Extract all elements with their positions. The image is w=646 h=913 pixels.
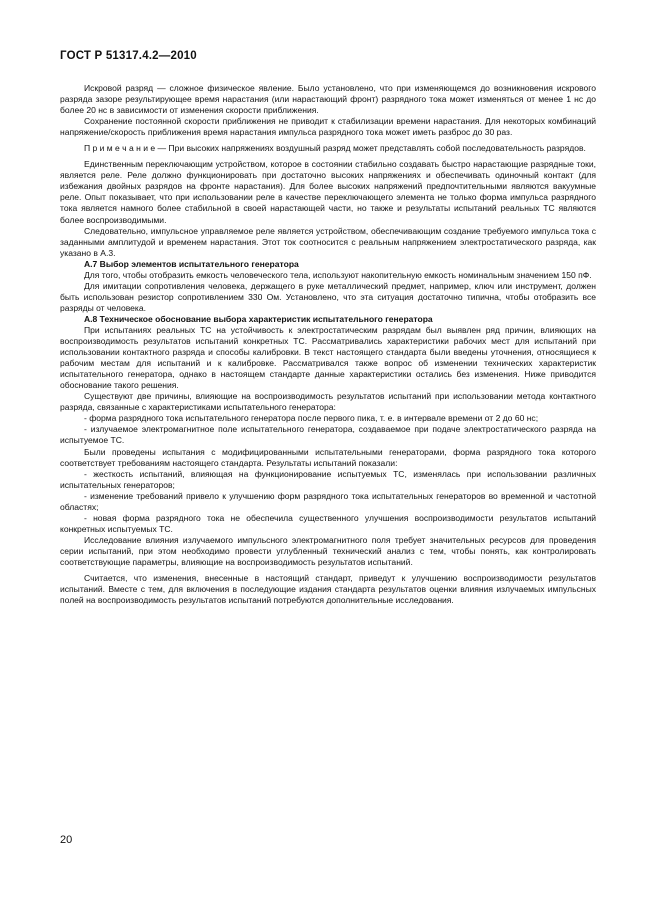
note-paragraph: П р и м е ч а н и е — При высоких напряжениях воздушный разряд может представлять собой последовательность разрядов. bbox=[84, 143, 586, 154]
paragraph: Для имитации сопротивления человека, держащего в руке металлический предмет, например, ключ или инструмент, должен быть использован резистор сопротивлением 330 Ом. Установлено, что эта ситуация достаточно типична, чтобы отобразить все разряды от человека. bbox=[60, 280, 596, 313]
paragraph: Следовательно, импульсное управляемое реле является устройством, обеспечивающим создание требуемого импульса тока с заданными амплитудой и временем нарастания. Этот ток соотносится с реальным напряжением электростатического разряда, как указано в А.3. bbox=[60, 225, 596, 258]
paragraph: Существуют две причины, влияющие на воспроизводимость результатов испытаний при использовании метода контактного разряда, связанные с характеристиками испытательного генератора: bbox=[60, 391, 596, 413]
list-item: - изменение требований привело к улучшению форм разрядного тока испытательных генераторов во временной и частотной областях; bbox=[60, 490, 596, 512]
paragraph: Исследование влияния излучаемого импульсного электромагнитного поля требует значительных ресурсов для проведения серии испытаний, при этом необходимо провести углубленный технический анализ с тем, чтобы понять, как контролировать соответствующие параметры, влияющие на воспроизводимость результатов испытаний. bbox=[60, 534, 596, 567]
paragraph: Считается, что изменения, внесенные в настоящий стандарт, приведут к улучшению воспроизводимости результатов испытаний. Вместе с тем, для включения в последующие издания стандарта результатов оценки влияния излучаемых импульсных полей на воспроизводимость результатов испытаний потребуются дополнительные исследования. bbox=[60, 573, 596, 606]
list-item: - форма разрядного тока испытательного генератора после первого пика, т. е. в интервале времени от 2 до 60 нс; bbox=[84, 413, 539, 424]
paragraph: Для того, чтобы отобразить емкость человеческого тела, используют накопительную емкость номинальным значением 150 пФ. bbox=[84, 269, 592, 280]
list-item: - жесткость испытаний, влияющая на функционирование испытуемых ТС, изменялась при использовании различных испытательных генераторов; bbox=[60, 468, 596, 490]
list-item: - излучаемое электромагнитное поле испытательного генератора, создаваемое при подаче электростатического разряда на испытуемое ТС. bbox=[60, 424, 596, 446]
list-item: - новая форма разрядного тока не обеспечила существенного улучшения воспроизводимости результатов испытаний конкретных испытуемых ТС. bbox=[60, 512, 596, 534]
document-body bbox=[60, 83, 596, 606]
document-header: ГОСТ Р 51317.4.2—2010 bbox=[60, 50, 197, 62]
page-number: 20 bbox=[60, 834, 73, 846]
paragraph: Искровой разряд — сложное физическое явление. Было установлено, что при изменяющемся до возникновения искрового разряда зазоре результирующее время нарастания (или нарастающий фронт) разрядного тока может изменяться от менее 1 нс до более 20 нс в зависимости от изменения скорости приближения. bbox=[60, 83, 596, 116]
paragraph: Сохранение постоянной скорости приближения не приводит к стабилизации времени нарастания. Для некоторых комбинаций напряжение/скорость приближения время нарастания импульса разрядного тока может иметь разброс до 30 раз. bbox=[60, 116, 596, 138]
section-heading-a8: А.8 Техническое обоснование выбора характеристик испытательного генератора bbox=[84, 313, 433, 324]
section-heading-a7: А.7 Выбор элементов испытательного генератора bbox=[84, 258, 299, 269]
paragraph: Единственным переключающим устройством, которое в состоянии стабильно создавать быстро нарастающие разрядные токи, является реле. Реле должно функционировать при достаточно высоких напряжениях и обеспечивать одиночный контакт (для избежания двойных разрядов на фронте нарастания). Для более высоких напряжений предпочтительными являются вакуумные реле. Опыт показывает, что при использовании реле в качестве переключающего элемента не только форма импульса разрядного тока является намного более стабильной в своей нарастающей части, но также и результаты испытаний реальных ТС являются более воспроизводимыми. bbox=[60, 159, 596, 225]
paragraph: Были проведены испытания с модифицированными испытательными генераторами, форма разрядного тока которого соответствует требованиям настоящего стандарта. Результаты испытаний показали: bbox=[60, 446, 596, 468]
paragraph: При испытаниях реальных ТС на устойчивость к электростатическим разрядам был выявлен ряд причин, влияющих на воспроизводимость результатов испытаний конкретных ТС. Рассматривались характеристики рабочих мест для испытаний при использовании контактного разряда и способы калибровки. В текст настоящего стандарта были введены уточнения, относящиеся к рабочим местам для испытаний и к калибровке. Рассматривался также вопрос об изменении технических характеристик испытательного генератора, однако в настоящем стандарте данные характеристики остались без изменения. Ниже приводится обоснование такого решения. bbox=[60, 324, 596, 391]
